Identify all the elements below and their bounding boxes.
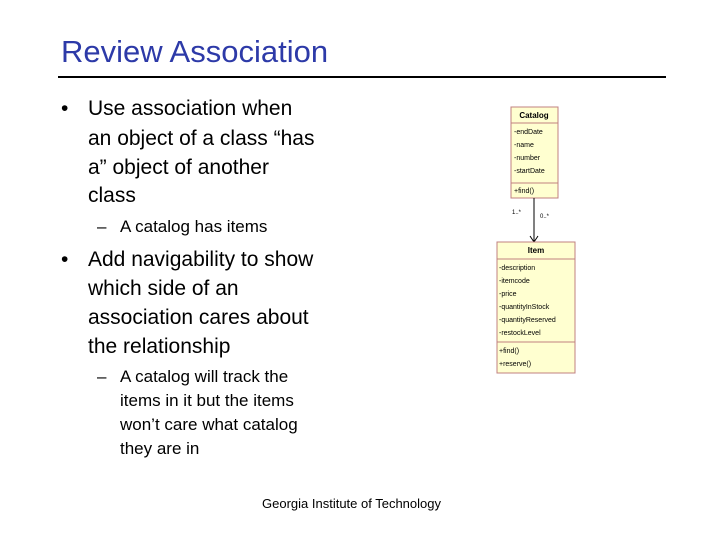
association-line <box>512 198 550 242</box>
item-attribute: -itemcode <box>499 278 530 285</box>
bullet-line: class <box>88 184 136 207</box>
multiplicity-label: 0..* <box>540 214 550 220</box>
item-attribute: -description <box>499 265 536 272</box>
item-operation: +find() <box>499 348 520 355</box>
sub-bullet-marker: – <box>97 217 107 236</box>
bullet-line: Use association when <box>88 97 293 120</box>
bullet-line: Add navigability to show <box>88 248 314 271</box>
bullet-marker: • <box>61 248 69 271</box>
catalog-class-box <box>511 107 558 198</box>
multiplicity-label: 1..* <box>512 210 522 216</box>
bullet-line: which side of an <box>88 277 239 300</box>
item-attribute: -quantityInStock <box>499 304 550 311</box>
bullet-line: the relationship <box>88 335 231 358</box>
catalog-attribute: -startDate <box>514 168 545 175</box>
item-class-name: Item <box>527 246 545 255</box>
catalog-attribute: -endDate <box>514 129 543 136</box>
item-operation: +reserve() <box>499 361 532 368</box>
sub-bullet-line: they are in <box>120 439 200 458</box>
bullet-line: a” object of another <box>88 156 269 179</box>
slide-footer: Georgia Institute of Technology <box>262 496 441 511</box>
sub-bullet-line: A catalog will track the <box>120 367 289 386</box>
item-attribute: -price <box>499 291 517 298</box>
item-class-box <box>497 242 575 373</box>
catalog-class-name: Catalog <box>519 111 549 120</box>
catalog-attribute: -name <box>514 142 534 149</box>
sub-bullet-line: won’t care what catalog <box>120 415 298 434</box>
catalog-operation: +find() <box>514 188 535 195</box>
slide-title: Review Association <box>61 34 329 69</box>
item-attribute: -restockLevel <box>499 330 541 337</box>
sub-bullet-marker: – <box>97 367 107 386</box>
catalog-attribute: -number <box>514 155 541 162</box>
sub-bullet-line: items in it but the items <box>120 391 294 410</box>
bullet-marker: • <box>61 97 69 120</box>
bullet-line: an object of a class “has <box>88 127 315 150</box>
item-attribute: -quantityReserved <box>499 317 556 324</box>
bullet-line: association cares about <box>88 306 309 329</box>
sub-bullet-line: A catalog has items <box>120 217 268 236</box>
